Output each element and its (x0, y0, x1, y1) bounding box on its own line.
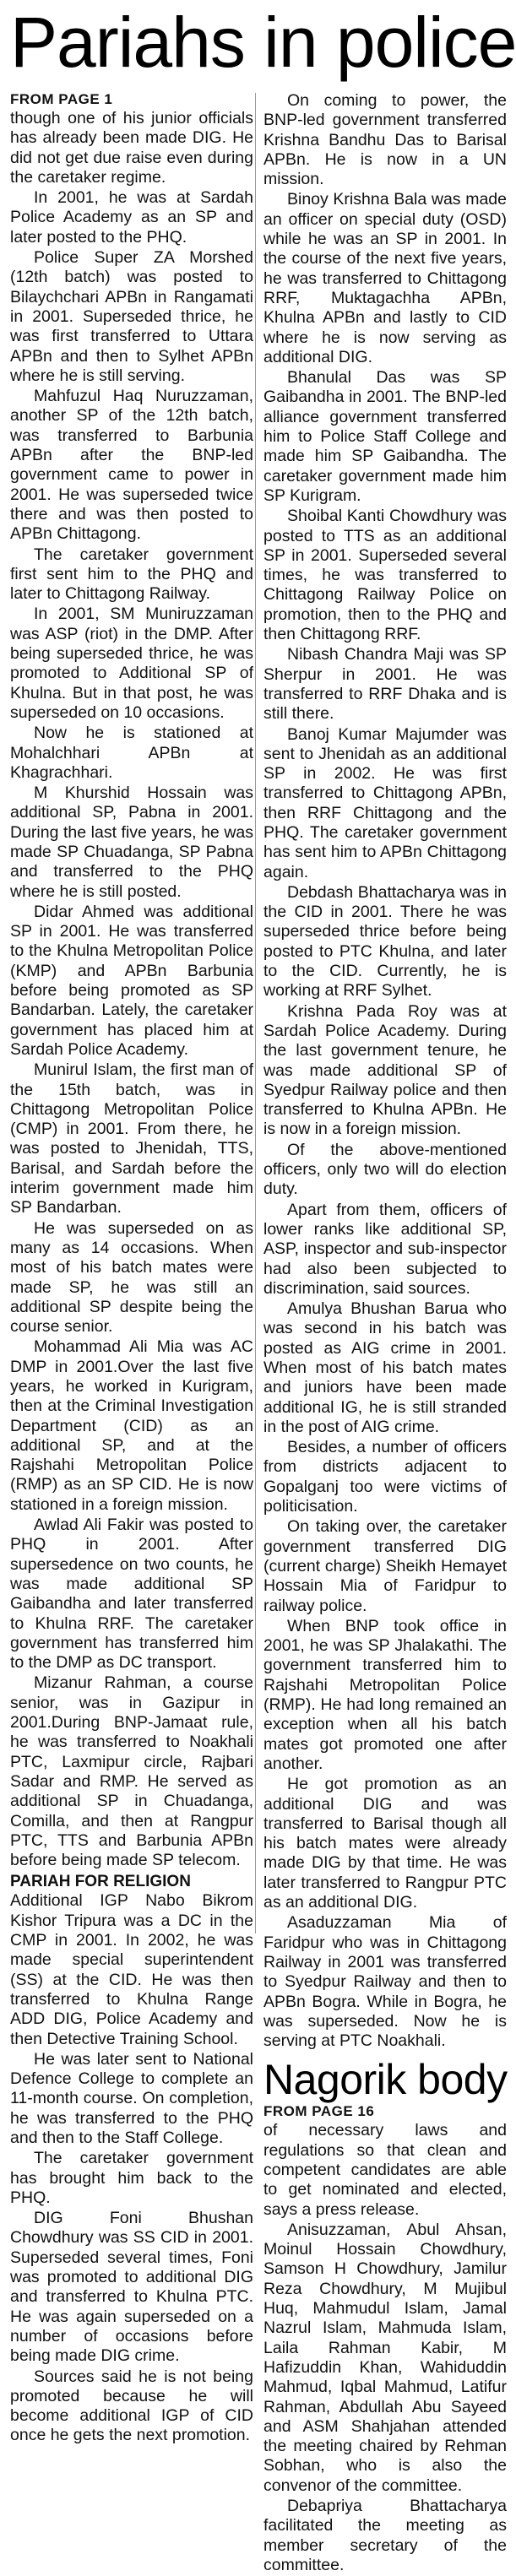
paragraph: Sources said he is not being promoted because he will become additional IGP of CID once he gets the next promotion. (10, 2367, 253, 2445)
paragraph: The caretaker government has brought him back to the PHQ. (10, 2149, 253, 2207)
paragraph: Anisuzzaman, Abul Ahsan, Moinul Hossain Chowdhury, Samson H Chowdhury, Jamilur Reza Chowdhury, M Mujibul Huq, Mahmudul Islam, Jamal Nazrul Islam, Mahmuda Islam, Laila Rahman Kabir, M Hafizuddin Khan, Wahiduddin Mahmud, Iqbal Mahmud, Latifur Rahman, Abdullah Abu Sayeed and ASM Shahjahan attended the meeting chaired by Rehman Sobhan, who is also the convenor of the committee. (263, 2220, 507, 2495)
paragraph: Mohammad Ali Mia was AC DMP in 2001.Over the last five years, he worked in Kurigram, then at the Criminal Investigation Department (CID) as an additional SP, and at the Rajshahi Metropolitan Police (RMP) as an SP CID. He is now stationed in a foreign mission. (10, 1337, 253, 1514)
right-column (263, 91, 507, 2576)
paragraph: In 2001, SM Muniruzzaman was ASP (riot) in the DMP. After being superseded thrice, he was promoted to Additional SP of Khulna. But in that post, he was superseded on 10 occasions. (10, 605, 253, 722)
paragraph: Amulya Bhushan Barua who was second in his batch was posted as AIG crime in 2001. When most of his batch mates and juniors have been made additional IG, he is still stranded in the post of AIG crime. (263, 1299, 507, 1436)
paragraph: Besides, a number of officers from districts adjacent to Gopalganj too were victims of politicisation. (263, 1438, 507, 1516)
paragraph: though one of his junior officials has already been made DIG. He did not get due raise even during the caretaker regime. (10, 109, 253, 187)
story2-headline: Nagorik body (263, 2056, 508, 2104)
paragraph: Apart from them, officers of lower ranks like additional SP, ASP, inspector and sub-inspector had also been subjected to discrimination, said sources. (263, 1200, 507, 1298)
paragraph: Of the above-mentioned officers, only two will do election duty. (263, 1140, 507, 1199)
paragraph: When BNP took office in 2001, he was SP Jhalakathi. The government transferred him to Rajshahi Metropolitan Police (RMP). He had long remained an exception when all his batch mates got promoted one after another. (263, 1616, 507, 1773)
paragraph: He got promotion as an additional DIG and was transferred to Barisal though all his batch mates were already made DIG by that time. He was later transferred to Rangpur PTC as an additional DIG. (263, 1775, 507, 1912)
paragraph: Mahfuzul Haq Nuruzzaman, another SP of the 12th batch, was transferred to Barbunia APBn after the BNP-led government came to power in 2001. He was superseded twice there and was then posted to APBn Chittagong. (10, 387, 253, 544)
paragraph: Police Super ZA Morshed (12th batch) was posted to Bilaychchari APBn in Rangamati in 2001. Superseded thrice, he was first transferred to Uttara APBn and then to Sylhet APBn where he is still serving. (10, 248, 253, 385)
paragraph: DIG Foni Bhushan Chowdhury was SS CID in 2001. Superseded several times, Foni was promoted to additional DIG and transferred to Khulna PTC. He was again superseded on a number of occasions before being made DIG crime. (10, 2209, 253, 2366)
paragraph: Shoibal Kanti Chowdhury was posted to TTS as an additional SP in 2001. Superseded several times, he was transferred to Chittagong Railway Police on promotion, then to the PHQ and then Chittagong RRF. (263, 507, 507, 644)
paragraph: In 2001, he was at Sardah Police Academy as an SP and later posted to the PHQ. (10, 188, 253, 247)
paragraph: Debdash Bhattacharya was in the CID in 2001. There he was superseded thrice before being posted to PTC Khulna, and later to the CID. Currently, he is working at RRF Sylhet. (263, 882, 507, 1001)
paragraph: Awlad Ali Fakir was posted to PHQ in 2001. After supersedence on two counts, he was made additional SP Gaibandha and later transferred to Khulna RRF. The caretaker government has transferred him to the DMP as DC transport. (10, 1516, 253, 1673)
paragraph: Bhanulal Das was SP Gaibandha in 2001. The BNP-led alliance government transferred him to Police Staff College and made him SP Gaibandha. The caretaker government made him SP Kurigram. (263, 368, 507, 505)
paragraph: Banoj Kumar Majumder was sent to Jhenidah as an additional SP in 2002. He was first transferred to Chittagong APBn, then RRF Chittagong and the PHQ. The caretaker government has sent him to APBn Chittagong again. (263, 724, 507, 881)
paragraph: Additional IGP Nabo Bikrom Kishor Tripura was a DC in the CMP in 2001. In 2002, he was made special superintendent (SS) at the CID. He was then transferred to Khulna Range ADD DIG, Police Academy and then Detective Training School. (10, 1891, 253, 2048)
paragraph: Munirul Islam, the first man of the 15th batch, was in Chittagong Metropolitan Police (CMP) in 2001. From there, he was posted to Jhenidah, TTS, Barisal, and Sardah before the interim government made him SP Bandarban. (10, 1060, 253, 1217)
paragraph: Binoy Krishna Bala was made an officer on special duty (OSD) while he was an SP in 2001. In the course of the next five years, he was transferred to Chittagong RRF, Muktagachha APBn, Khulna APBn and lastly to CID where he is now serving as additional DIG. (263, 190, 507, 366)
paragraph: On coming to power, the BNP-led government transferred Krishna Bandhu Das to Barisal APBn. He is now in a UN mission. (263, 91, 507, 189)
paragraph: M Khurshid Hossain was additional SP, Pabna in 2001. During the last five years, he was made SP Chuadanga, SP Pabna and transferred to the PHQ where he is still posted. (10, 784, 253, 901)
column-divider (255, 93, 256, 1933)
paragraph: Nibash Chandra Maji was SP Sherpur in 2001. He was transferred to RRF Dhaka and is still there. (263, 645, 507, 724)
subhead-pariah-for-religion: PARIAH FOR RELIGION (10, 1873, 191, 1891)
paragraph: He was later sent to National Defence College to complete an 11-month course. On completion, he was transferred to the PHQ and then to the Staff College. (10, 2049, 253, 2147)
paragraph: On taking over, the caretaker government transferred DIG (current charge) Sheikh Hemayet Hossain Mia of Faridpur to railway police. (263, 1517, 507, 1615)
paragraph: The caretaker government first sent him to the PHQ and later to Chittagong Railway. (10, 545, 253, 604)
jump-kicker: FROM PAGE 1 (10, 91, 113, 107)
paragraph: Mizanur Rahman, a course senior, was in Gazipur in 2001.During BNP-Jamaat rule, he was transferred to Noakhali PTC, Laxmipur circle, Rajbari Sadar and RMP. He served as additional SP in Chuadanga, Comilla, and then at Rangpur PTC, TTS and Barbunia APBn before being made SP telecom. (10, 1673, 253, 1870)
headline: Pariahs in police (10, 3, 516, 82)
paragraph: of necessary laws and regulations so that clean and competent candidates are able to get nominated and elected, says a press release. (263, 2121, 507, 2219)
left-column (10, 91, 253, 2447)
paragraph: He was superseded on as many as 14 occasions. When most of his batch mates were made SP, he was still an additional SP despite being the course senior. (10, 1218, 253, 1337)
paragraph: Krishna Pada Roy was at Sardah Police Academy. During the last government tenure, he was made additional SP of Syedpur Railway police and then transferred to Khulna APBn. He is now in a foreign mission. (263, 1001, 507, 1139)
paragraph: Now he is stationed at Mohalchhari APBn at Khagrachhari. (10, 724, 253, 782)
paragraph: Didar Ahmed was additional SP in 2001. He was transferred to the Khulna Metropolitan Police (KMP) and APBn Barbunia before being promoted as SP Bandarban. Lately, the caretaker government has placed him at Sardah Police Academy. (10, 902, 253, 1059)
paragraph: Asaduzzaman Mia of Faridpur who was in Chittagong Railway in 2001 was transferred to Syedpur Railway and then to APBn Bogra. While in Bogra, he was superseded. Now he is serving at PTC Noakhali. (263, 1913, 507, 2051)
story2-jump-kicker: FROM PAGE 16 (263, 2103, 375, 2120)
paragraph: Debapriya Bhattacharya facilitated the meeting as member secretary of the committee. (263, 2497, 507, 2574)
